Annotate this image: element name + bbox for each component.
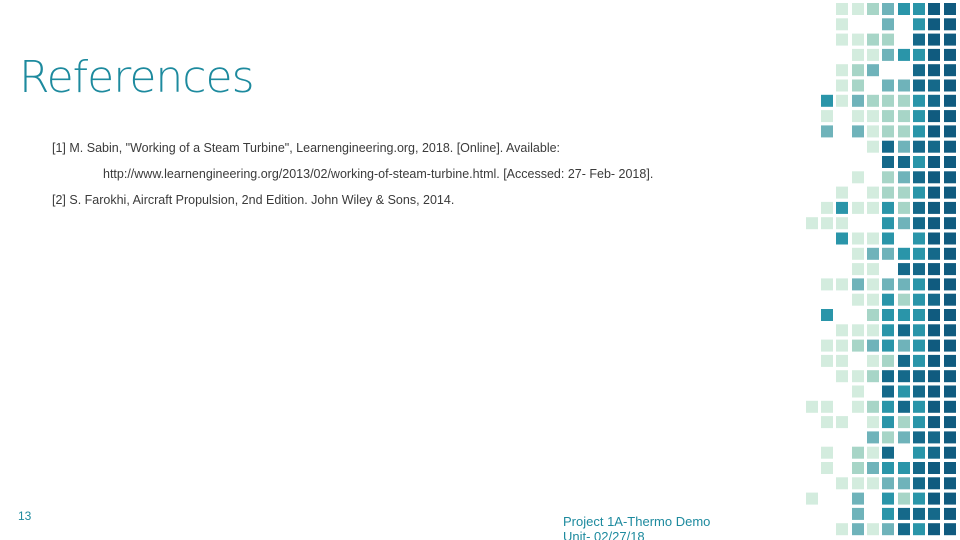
mosaic-square bbox=[852, 233, 864, 245]
mosaic-square bbox=[836, 64, 848, 76]
mosaic-square bbox=[882, 493, 894, 505]
mosaic-square bbox=[913, 370, 925, 382]
page-number: 13 bbox=[18, 509, 32, 523]
mosaic-square bbox=[898, 141, 910, 153]
mosaic-square bbox=[944, 370, 956, 382]
mosaic-square bbox=[928, 340, 940, 352]
mosaic-square bbox=[944, 431, 956, 443]
mosaic-square bbox=[913, 248, 925, 260]
mosaic-square bbox=[882, 217, 894, 229]
mosaic-square bbox=[898, 370, 910, 382]
mosaic-square bbox=[944, 217, 956, 229]
mosaic-square bbox=[928, 110, 940, 122]
mosaic-square bbox=[928, 3, 940, 15]
mosaic-square bbox=[882, 80, 894, 92]
mosaic-square bbox=[867, 233, 879, 245]
mosaic-square bbox=[913, 80, 925, 92]
mosaic-square bbox=[821, 462, 833, 474]
mosaic-square bbox=[928, 309, 940, 321]
mosaic-square bbox=[852, 386, 864, 398]
mosaic-square bbox=[821, 355, 833, 367]
mosaic-square bbox=[898, 493, 910, 505]
mosaic-square bbox=[928, 64, 940, 76]
mosaic-square bbox=[852, 110, 864, 122]
mosaic-square bbox=[882, 49, 894, 61]
mosaic-square bbox=[913, 462, 925, 474]
mosaic-square bbox=[913, 171, 925, 183]
reference-1-line1: [1] M. Sabin, "Working of a Steam Turbine", Learnengineering.org, 2018. [Online]. Available: bbox=[52, 141, 561, 155]
mosaic-square bbox=[944, 95, 956, 107]
mosaic-square bbox=[882, 355, 894, 367]
mosaic-square bbox=[836, 217, 848, 229]
mosaic-square bbox=[913, 18, 925, 30]
mosaic-square bbox=[882, 523, 894, 535]
mosaic-square bbox=[852, 34, 864, 46]
mosaic-square bbox=[836, 18, 848, 30]
mosaic-square bbox=[928, 34, 940, 46]
mosaic-square bbox=[836, 278, 848, 290]
mosaic-square bbox=[867, 141, 879, 153]
mosaic-square bbox=[898, 278, 910, 290]
mosaic-square bbox=[944, 416, 956, 428]
mosaic-square bbox=[806, 493, 818, 505]
slide-title: References bbox=[19, 52, 254, 103]
mosaic-square bbox=[821, 217, 833, 229]
mosaic-square bbox=[882, 141, 894, 153]
mosaic-square bbox=[867, 248, 879, 260]
mosaic-square bbox=[913, 294, 925, 306]
mosaic-square bbox=[852, 493, 864, 505]
mosaic-square bbox=[928, 248, 940, 260]
mosaic-square bbox=[913, 477, 925, 489]
mosaic-square bbox=[836, 95, 848, 107]
mosaic-square bbox=[852, 294, 864, 306]
mosaic-square bbox=[928, 431, 940, 443]
mosaic-square bbox=[836, 477, 848, 489]
mosaic-square bbox=[882, 447, 894, 459]
mosaic-square bbox=[821, 278, 833, 290]
mosaic-square bbox=[852, 523, 864, 535]
mosaic-square bbox=[913, 217, 925, 229]
mosaic-square bbox=[836, 416, 848, 428]
mosaic-square bbox=[913, 156, 925, 168]
mosaic-square bbox=[928, 493, 940, 505]
mosaic-square bbox=[898, 309, 910, 321]
mosaic-square bbox=[882, 386, 894, 398]
mosaic-square bbox=[928, 141, 940, 153]
mosaic-square bbox=[898, 401, 910, 413]
mosaic-square bbox=[882, 431, 894, 443]
mosaic-square bbox=[944, 156, 956, 168]
mosaic-square bbox=[913, 278, 925, 290]
mosaic-square bbox=[898, 462, 910, 474]
mosaic-square bbox=[944, 110, 956, 122]
mosaic-square bbox=[928, 523, 940, 535]
mosaic-square bbox=[928, 202, 940, 214]
mosaic-square bbox=[867, 64, 879, 76]
mosaic-square bbox=[913, 141, 925, 153]
mosaic-square bbox=[898, 523, 910, 535]
mosaic-square bbox=[928, 447, 940, 459]
mosaic-square bbox=[882, 340, 894, 352]
mosaic-square bbox=[821, 95, 833, 107]
mosaic-square bbox=[928, 462, 940, 474]
mosaic-square bbox=[928, 263, 940, 275]
reference-1-url[interactable]: http://www.learnengineering.org/2013/02/working-of-steam-turbine.html. [Accessed: 27- Feb- 2018]. bbox=[103, 167, 654, 181]
mosaic-square bbox=[944, 80, 956, 92]
mosaic-square bbox=[944, 447, 956, 459]
mosaic-square bbox=[898, 187, 910, 199]
mosaic-square bbox=[944, 355, 956, 367]
mosaic-square bbox=[928, 18, 940, 30]
mosaic-square bbox=[867, 202, 879, 214]
mosaic-square bbox=[913, 309, 925, 321]
mosaic-square bbox=[898, 202, 910, 214]
mosaic-square bbox=[867, 125, 879, 137]
mosaic-square bbox=[913, 49, 925, 61]
mosaic-square bbox=[913, 355, 925, 367]
mosaic-square bbox=[898, 125, 910, 137]
mosaic-square bbox=[836, 370, 848, 382]
mosaic-square bbox=[913, 401, 925, 413]
mosaic-square bbox=[882, 462, 894, 474]
mosaic-square bbox=[928, 49, 940, 61]
mosaic-square bbox=[806, 217, 818, 229]
mosaic-square bbox=[913, 202, 925, 214]
mosaic-square bbox=[913, 340, 925, 352]
mosaic-square bbox=[913, 416, 925, 428]
mosaic-square bbox=[821, 125, 833, 137]
mosaic-square bbox=[882, 401, 894, 413]
mosaic-square bbox=[836, 233, 848, 245]
mosaic-square bbox=[852, 324, 864, 336]
mosaic-square bbox=[882, 508, 894, 520]
mosaic-square bbox=[944, 248, 956, 260]
mosaic-square bbox=[867, 3, 879, 15]
mosaic-square bbox=[944, 401, 956, 413]
mosaic-square bbox=[944, 340, 956, 352]
mosaic-square bbox=[867, 34, 879, 46]
mosaic-square bbox=[836, 3, 848, 15]
mosaic-square bbox=[944, 187, 956, 199]
mosaic-square bbox=[898, 80, 910, 92]
mosaic-square bbox=[806, 401, 818, 413]
mosaic-square bbox=[852, 202, 864, 214]
mosaic-square bbox=[852, 49, 864, 61]
mosaic-square bbox=[867, 523, 879, 535]
mosaic-square bbox=[898, 355, 910, 367]
mosaic-square bbox=[882, 3, 894, 15]
mosaic-square bbox=[944, 18, 956, 30]
mosaic-square bbox=[867, 477, 879, 489]
mosaic-square bbox=[898, 416, 910, 428]
mosaic-square bbox=[913, 508, 925, 520]
mosaic-square bbox=[882, 18, 894, 30]
mosaic-square bbox=[913, 3, 925, 15]
mosaic-square bbox=[852, 462, 864, 474]
mosaic-square bbox=[913, 110, 925, 122]
mosaic-square bbox=[928, 278, 940, 290]
mosaic-square bbox=[944, 3, 956, 15]
mosaic-square bbox=[944, 309, 956, 321]
mosaic-square bbox=[882, 477, 894, 489]
mosaic-square bbox=[928, 355, 940, 367]
mosaic-square bbox=[852, 3, 864, 15]
mosaic-square bbox=[867, 416, 879, 428]
mosaic-square bbox=[867, 95, 879, 107]
mosaic-square bbox=[882, 309, 894, 321]
mosaic-square bbox=[882, 416, 894, 428]
mosaic-square bbox=[913, 233, 925, 245]
mosaic-square bbox=[928, 370, 940, 382]
mosaic-square bbox=[944, 386, 956, 398]
mosaic-square bbox=[898, 217, 910, 229]
mosaic-square bbox=[836, 34, 848, 46]
mosaic-square bbox=[852, 95, 864, 107]
mosaic-square bbox=[898, 95, 910, 107]
mosaic-square bbox=[928, 80, 940, 92]
mosaic-square bbox=[882, 294, 894, 306]
mosaic-square bbox=[928, 294, 940, 306]
mosaic-square bbox=[928, 156, 940, 168]
mosaic-square bbox=[944, 493, 956, 505]
mosaic-square bbox=[867, 278, 879, 290]
mosaic-square bbox=[944, 171, 956, 183]
mosaic-square bbox=[898, 477, 910, 489]
mosaic-square bbox=[882, 248, 894, 260]
mosaic-square bbox=[944, 263, 956, 275]
mosaic-square bbox=[913, 34, 925, 46]
mosaic-square bbox=[821, 401, 833, 413]
mosaic-square bbox=[852, 278, 864, 290]
mosaic-square bbox=[928, 416, 940, 428]
mosaic-square bbox=[913, 386, 925, 398]
mosaic-square bbox=[928, 95, 940, 107]
mosaic-square bbox=[882, 171, 894, 183]
mosaic-square bbox=[852, 340, 864, 352]
mosaic-square bbox=[882, 233, 894, 245]
mosaic-square bbox=[898, 3, 910, 15]
mosaic-square bbox=[882, 278, 894, 290]
mosaic-square bbox=[928, 217, 940, 229]
mosaic-square bbox=[852, 263, 864, 275]
mosaic-square bbox=[944, 477, 956, 489]
mosaic-square bbox=[944, 64, 956, 76]
mosaic-square bbox=[882, 187, 894, 199]
mosaic-square bbox=[867, 263, 879, 275]
mosaic-square bbox=[913, 431, 925, 443]
mosaic-square bbox=[928, 171, 940, 183]
mosaic-square bbox=[913, 447, 925, 459]
mosaic-square bbox=[852, 370, 864, 382]
mosaic-square bbox=[898, 340, 910, 352]
mosaic-square bbox=[898, 171, 910, 183]
mosaic-square bbox=[944, 523, 956, 535]
mosaic-square bbox=[913, 493, 925, 505]
mosaic-square bbox=[852, 477, 864, 489]
mosaic-square bbox=[944, 49, 956, 61]
mosaic-square bbox=[821, 340, 833, 352]
mosaic-square bbox=[852, 64, 864, 76]
mosaic-square bbox=[913, 187, 925, 199]
mosaic-square bbox=[852, 80, 864, 92]
mosaic-square bbox=[898, 110, 910, 122]
mosaic-square bbox=[944, 141, 956, 153]
mosaic-square bbox=[898, 263, 910, 275]
mosaic-square bbox=[852, 171, 864, 183]
mosaic-square bbox=[867, 447, 879, 459]
mosaic-square bbox=[928, 401, 940, 413]
mosaic-square bbox=[836, 340, 848, 352]
mosaic-square bbox=[867, 355, 879, 367]
mosaic-square bbox=[913, 263, 925, 275]
footer-unit: Unit- 02/27/18 bbox=[563, 529, 645, 540]
mosaic-square bbox=[913, 64, 925, 76]
mosaic-square bbox=[836, 523, 848, 535]
mosaic-square bbox=[836, 202, 848, 214]
mosaic-square bbox=[867, 462, 879, 474]
mosaic-square bbox=[882, 156, 894, 168]
mosaic-square bbox=[821, 309, 833, 321]
mosaic-square bbox=[928, 508, 940, 520]
mosaic-square bbox=[882, 370, 894, 382]
reference-2-line1: [2] S. Farokhi, Aircraft Propulsion, 2nd Edition. John Wiley & Sons, 2014. bbox=[52, 193, 455, 207]
mosaic-square bbox=[867, 401, 879, 413]
mosaic-square bbox=[898, 49, 910, 61]
mosaic-square bbox=[836, 187, 848, 199]
mosaic-square bbox=[867, 340, 879, 352]
footer-project: Project 1A-Thermo Demo bbox=[563, 514, 711, 529]
mosaic-square bbox=[867, 187, 879, 199]
mosaic-square bbox=[882, 324, 894, 336]
mosaic-square bbox=[867, 309, 879, 321]
mosaic-square bbox=[852, 401, 864, 413]
mosaic-square bbox=[852, 508, 864, 520]
mosaic-square bbox=[821, 202, 833, 214]
mosaic-square bbox=[928, 187, 940, 199]
mosaic-square bbox=[898, 324, 910, 336]
mosaic-square bbox=[944, 233, 956, 245]
mosaic-square bbox=[898, 248, 910, 260]
mosaic-square bbox=[898, 294, 910, 306]
mosaic-square bbox=[867, 431, 879, 443]
mosaic-square bbox=[821, 447, 833, 459]
mosaic-square bbox=[944, 508, 956, 520]
mosaic-square bbox=[944, 34, 956, 46]
mosaic-square bbox=[882, 202, 894, 214]
mosaic-square bbox=[852, 447, 864, 459]
mosaic-square bbox=[882, 34, 894, 46]
mosaic-square bbox=[867, 110, 879, 122]
mosaic-square bbox=[928, 477, 940, 489]
mosaic-square bbox=[928, 386, 940, 398]
mosaic-square bbox=[898, 508, 910, 520]
mosaic-square bbox=[867, 294, 879, 306]
mosaic-square bbox=[882, 95, 894, 107]
mosaic-square bbox=[852, 248, 864, 260]
mosaic-square bbox=[913, 324, 925, 336]
mosaic-square bbox=[944, 202, 956, 214]
mosaic-square bbox=[913, 125, 925, 137]
mosaic-square bbox=[944, 294, 956, 306]
mosaic-square bbox=[898, 431, 910, 443]
mosaic-square bbox=[882, 125, 894, 137]
mosaic-square bbox=[867, 324, 879, 336]
mosaic-square bbox=[913, 95, 925, 107]
mosaic-square bbox=[882, 110, 894, 122]
mosaic-square bbox=[867, 49, 879, 61]
mosaic-square bbox=[836, 324, 848, 336]
mosaic-square bbox=[928, 125, 940, 137]
mosaic-square bbox=[944, 462, 956, 474]
mosaic-square bbox=[852, 125, 864, 137]
mosaic-square bbox=[913, 523, 925, 535]
mosaic-square bbox=[867, 370, 879, 382]
mosaic-square bbox=[898, 386, 910, 398]
mosaic-square bbox=[928, 233, 940, 245]
mosaic-square bbox=[821, 110, 833, 122]
mosaic-square bbox=[928, 324, 940, 336]
mosaic-square bbox=[944, 278, 956, 290]
mosaic-square bbox=[836, 355, 848, 367]
mosaic-square bbox=[898, 156, 910, 168]
mosaic-square bbox=[944, 324, 956, 336]
mosaic-square bbox=[821, 416, 833, 428]
mosaic-square bbox=[836, 80, 848, 92]
mosaic-square bbox=[944, 125, 956, 137]
